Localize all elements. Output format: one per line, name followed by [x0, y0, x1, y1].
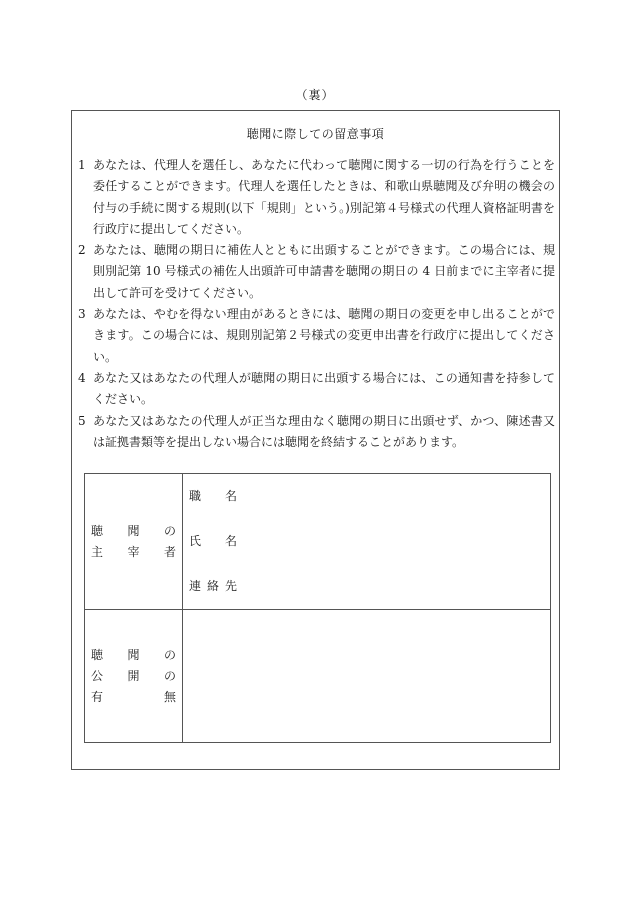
- notice-item-number: 3: [78, 307, 86, 322]
- presider-label-line1: 聴聞の: [91, 523, 176, 538]
- disclosure-value-cell[interactable]: [183, 610, 551, 743]
- notice-items-list: [78, 155, 555, 453]
- presider-label-cell: [85, 474, 183, 610]
- disclosure-label-line3: 有無: [91, 689, 176, 704]
- presider-title-label: 職名: [189, 489, 237, 503]
- notice-item-text: あなたは、やむを得ない理由があるときには、聴聞の期日の変更を申し出ることができます。この場合には、規則別記第２号様式の変更申出書を行政庁に提出してください。: [93, 307, 555, 364]
- notice-item-number: 2: [78, 243, 86, 258]
- presider-contact-label: 連絡先: [189, 579, 237, 593]
- presider-name-field[interactable]: [189, 519, 550, 564]
- notice-item-text: あなたは、聴聞の期日に補佐人とともに出頭することができます。この場合には、規則別記第 10 号様式の補佐人出頭許可申請書を聴聞の期日の 4 日前までに主宰者に提出して許可を受けてください。: [93, 243, 555, 300]
- page-side-label: （裏）: [295, 88, 335, 102]
- notice-frame: [71, 110, 560, 770]
- notice-item-3: [78, 304, 555, 368]
- presider-fields-cell: [183, 474, 551, 610]
- disclosure-label-line2: 公開の: [91, 668, 176, 683]
- notice-item-text: あなたは、代理人を選任し、あなたに代わって聴聞に関する一切の行為を行うことを委任することができます。代理人を選任したときは、和歌山県聴聞及び弁明の機会の付与の手続に関する規則(以下「規則」という。)別記第４号様式の代理人資格証明書を行政庁に提出してください。: [93, 158, 555, 236]
- notice-item-number: 5: [78, 413, 86, 428]
- notice-item-2: [78, 240, 555, 304]
- notice-item-text: あなた又はあなたの代理人が聴聞の期日に出頭する場合には、この通知書を持参してください。: [93, 370, 555, 407]
- presider-contact-field[interactable]: [189, 564, 550, 609]
- presider-label-line2: 主宰者: [91, 544, 176, 559]
- hearing-info-table: [84, 473, 551, 743]
- notice-item-5: [78, 411, 555, 454]
- notice-item-text: あなた又はあなたの代理人が正当な理由なく聴聞の期日に出頭せず、かつ、陳述書又は証拠書類等を提出しない場合には聴聞を終結することがあります。: [93, 413, 555, 449]
- notice-title: 聴聞に際しての留意事項: [246, 127, 385, 141]
- notice-item-number: 1: [78, 158, 86, 172]
- disclosure-row: [85, 610, 551, 743]
- presider-row: [85, 474, 551, 610]
- presider-name-label: 氏名: [189, 534, 237, 548]
- disclosure-label-cell: [85, 610, 183, 743]
- notice-item-number: 4: [78, 370, 86, 385]
- notice-item-1: [78, 155, 555, 240]
- presider-title-field[interactable]: [189, 474, 550, 519]
- disclosure-label-line1: 聴聞の: [91, 647, 176, 662]
- notice-item-4: [78, 368, 555, 411]
